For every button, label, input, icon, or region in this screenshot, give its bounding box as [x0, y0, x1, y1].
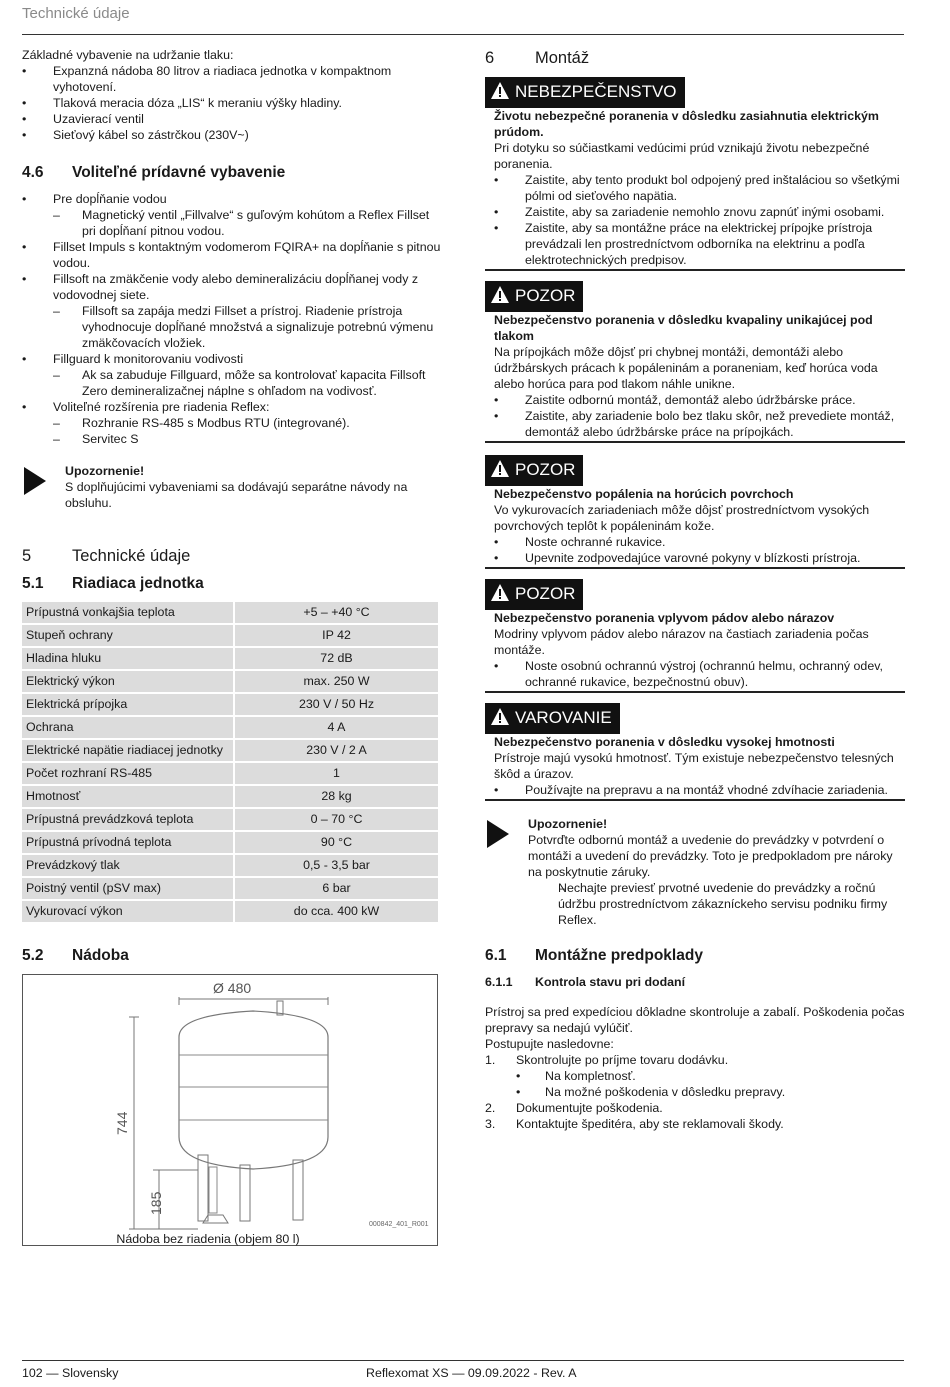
paragraph: Postupujte nasledovne:	[485, 1037, 614, 1051]
section-title: Technické údaje	[72, 547, 191, 565]
list-item: • Zaistite, aby sa montážne práce na elektrickej prípojke prístroja prevádzali len prostredníctvom odborníka na elektrinu a podľa elektrotechnických predpisov.	[494, 220, 905, 268]
section-heading-6-1	[485, 946, 905, 966]
height-label: 744	[114, 1111, 130, 1135]
warning-body	[485, 486, 905, 569]
warning-icon	[491, 460, 509, 483]
sub-list-item: • Na kompletnosť.	[485, 1068, 905, 1084]
list-item	[22, 191, 442, 239]
warning-body	[485, 734, 905, 801]
table-row	[22, 855, 438, 876]
list-item-text: Fillsoft na zmäkčenie vody alebo demineralizáciu dopĺňanej vody z vodovodnej siete.	[53, 272, 419, 302]
warning-caution-burn	[485, 455, 905, 569]
steps-list	[485, 1052, 905, 1132]
list-item	[22, 271, 442, 351]
spec-value: 28 kg	[235, 786, 438, 807]
warning-text: Prístroje majú vysokú hmotnosť. Tým existuje nebezpečenstvo telesných škôd a úrazov.	[494, 751, 894, 781]
warning-list	[494, 172, 905, 268]
warning-body	[485, 108, 905, 271]
spec-value: IP 42	[235, 625, 438, 646]
warning-list	[494, 534, 905, 566]
warning-title: Nebezpečenstvo poranenia v dôsledku vysokej hmotnosti	[494, 735, 835, 749]
spec-label: Prípustná prívodná teplota	[22, 832, 233, 853]
intro-text: Základné vybavenie na udržanie tlaku:	[22, 48, 234, 62]
note-text: S doplňujúcimi vybaveniami sa dodávajú separátne návody na obsluhu.	[65, 480, 408, 510]
table-row	[22, 809, 438, 830]
warning-caution-pressure	[485, 281, 905, 443]
warning-danger	[485, 77, 905, 271]
list-item: • Expanzná nádoba 80 litrov a riadiaca jednotka v kompaktnom vyhotovení.	[22, 63, 442, 95]
spec-label: Elektrická prípojka	[22, 694, 233, 715]
warning-label	[485, 703, 620, 734]
left-column	[22, 47, 442, 1246]
list-item: • Používajte na prepravu a na montáž vhodné zdvíhacie zariadenia.	[494, 782, 905, 798]
warning-label	[485, 455, 583, 486]
note-arrow-icon	[487, 820, 509, 848]
spec-value: +5 – +40 °C	[235, 602, 438, 623]
note-sub-list	[528, 880, 905, 928]
section-heading-5-1	[22, 574, 442, 594]
sub-list-item: – Servitec S	[22, 431, 442, 447]
note-box	[22, 463, 442, 511]
note-title: Upozornenie!	[65, 464, 145, 478]
spec-value: 90 °C	[235, 832, 438, 853]
warning-text: Vo vykurovacích zariadeniach môže dôjsť prostredníctvom vysokých povrchových teplôt k popáleninám kože.	[494, 503, 870, 533]
section-number: 6	[485, 49, 495, 67]
list-item-text: Voliteľné rozšírenia pre riadenia Reflex:	[53, 400, 270, 414]
spec-label: Stupeň ochrany	[22, 625, 233, 646]
warning-weight	[485, 703, 905, 801]
leg-height-label: 185	[148, 1191, 164, 1215]
warning-body	[485, 610, 905, 693]
warning-icon	[491, 82, 509, 105]
sub-list-item: – Fillsoft sa zapája medzi Fillset a prístroj. Riadenie prístroja vyhodnocuje dopĺňané množstvá a signalizuje potrebnú výmenu zmäkčovacích vložiek.	[22, 303, 442, 351]
warning-label	[485, 579, 583, 610]
figure-caption: Nádoba bez riadenia (objem 80 l)	[116, 1232, 300, 1246]
spec-label: Hladina hluku	[22, 648, 233, 669]
header-rule	[22, 34, 904, 35]
warning-icon	[491, 584, 509, 607]
spec-label: Prípustná prevádzková teplota	[22, 809, 233, 830]
step-number: 1.	[485, 1053, 496, 1067]
warning-label-text: POZOR	[515, 460, 576, 479]
right-column	[485, 47, 905, 1132]
table-row	[22, 717, 438, 738]
spec-label: Vykurovací výkon	[22, 901, 233, 922]
section-heading-5	[22, 545, 442, 567]
warning-label	[485, 281, 583, 312]
sub-list-item: – Magnetický ventil „Fillvalve“ s guľovým kohútom a Reflex Fillset pri dopĺňaní pitnou vodou.	[22, 207, 442, 239]
list-item: • Noste ochranné rukavice.	[494, 534, 905, 550]
spec-value: do cca. 400 kW	[235, 901, 438, 922]
section-title: Riadiaca jednotka	[72, 575, 204, 592]
warning-caution-falls	[485, 579, 905, 693]
warning-list	[494, 658, 905, 690]
warning-title: Životu nebezpečné poranenia v dôsledku zasiahnutia elektrickým prúdom.	[494, 109, 879, 139]
running-header: Technické údaje	[22, 5, 130, 22]
warning-icon	[491, 708, 509, 731]
section-title: Montážne predpoklady	[535, 947, 703, 964]
section-number: 6.1.1	[485, 975, 513, 989]
step-text: Skontrolujte po príjme tovaru dodávku.	[516, 1053, 729, 1067]
warning-label-text: NEBEZPEČENSTVO	[515, 82, 677, 101]
section-heading-6	[485, 47, 905, 69]
spec-label: Poistný ventil (pSV max)	[22, 878, 233, 899]
list-item	[485, 1100, 905, 1116]
spec-label: Prípustná vonkajšia teplota	[22, 602, 233, 623]
sub-list-item-text: Nechajte previesť prvotné uvedenie do prevádzky a ročnú údržbu prostredníctvom zákazníckeho servisu podniku firmy Reflex.	[558, 881, 888, 927]
warning-list	[494, 392, 905, 440]
document-info: Reflexomat XS — 09.09.2022 - Rev. A	[366, 1366, 577, 1380]
vessel-drawing	[23, 975, 437, 1245]
list-item: • Upevnite zodpovedajúce varovné pokyny v blízkosti prístroja.	[494, 550, 905, 566]
spec-value: 6 bar	[235, 878, 438, 899]
spec-table-body	[22, 602, 438, 922]
warning-label-text: POZOR	[515, 286, 576, 305]
sub-list-item: – Rozhranie RS-485 s Modbus RTU (integrované).	[22, 415, 442, 431]
list-item: • Uzavierací ventil	[22, 111, 442, 127]
spec-label: Ochrana	[22, 717, 233, 738]
warning-text: Modriny vplyvom pádov alebo nárazov na častiach zariadenia počas montáže.	[494, 627, 869, 657]
section-number: 5	[22, 547, 32, 565]
warning-body	[485, 312, 905, 443]
table-row	[22, 763, 438, 784]
warning-label-text: VAROVANIE	[515, 708, 612, 727]
table-row	[22, 740, 438, 761]
warning-text: Na prípojkách môže dôjsť pri chybnej montáži, demontáži alebo údržbárskych prácach k popáleninám a poraneniam, keď horúca voda alebo horúca para pod tlakom náhle unikne.	[494, 345, 878, 391]
note-title: Upozornenie!	[528, 817, 608, 831]
list-item-text: Fillguard k monitorovaniu vodivosti	[53, 352, 244, 366]
list-item	[485, 1052, 905, 1100]
list-item: • Tlaková meracia dóza „LIS“ k meraniu výšky hladiny.	[22, 95, 442, 111]
spec-value: 1	[235, 763, 438, 784]
table-row	[22, 901, 438, 922]
table-row	[22, 694, 438, 715]
spec-value: 0 – 70 °C	[235, 809, 438, 830]
warning-icon	[491, 286, 509, 309]
section-title: Nádoba	[72, 947, 129, 964]
spec-value: 72 dB	[235, 648, 438, 669]
step-number: 2.	[485, 1101, 496, 1115]
table-row	[22, 878, 438, 899]
sub-list-item: – Ak sa zabuduje Fillguard, môže sa kontrolovať kapacita Fillsoft Zero demineralizačnej náplne s ohľadom na vodivosť.	[22, 367, 442, 399]
spec-value: 4 A	[235, 717, 438, 738]
list-item-text: Pre dopĺňanie vodou	[53, 192, 167, 206]
list-item	[22, 399, 442, 447]
vessel-figure	[22, 974, 438, 1246]
list-item: • Sieťový kábel so zástrčkou (230V~)	[22, 127, 442, 143]
warning-list	[494, 782, 905, 798]
warning-label-text: POZOR	[515, 584, 576, 603]
spec-table	[20, 600, 440, 924]
table-row	[22, 786, 438, 807]
spec-value: 230 V / 50 Hz	[235, 694, 438, 715]
section-heading-6-1-1	[485, 974, 905, 990]
spec-value: 230 V / 2 A	[235, 740, 438, 761]
warning-title: Nebezpečenstvo poranenia vplyvom pádov alebo nárazov	[494, 611, 835, 625]
table-row	[22, 648, 438, 669]
footer-rule	[22, 1360, 904, 1361]
optional-equipment-list	[22, 191, 442, 447]
step-text: Dokumentujte poškodenia.	[516, 1101, 663, 1115]
section-title: Montáž	[535, 49, 590, 67]
list-item	[485, 1116, 905, 1132]
paragraph: Prístroj sa pred expedíciou dôkladne skontroluje a zabalí. Poškodenia počas prepravy sa nedajú vylúčiť.	[485, 1005, 905, 1035]
note-arrow-icon	[24, 467, 46, 495]
table-row	[22, 602, 438, 623]
list-item: • Zaistite, aby zariadenie bolo bez tlaku skôr, než prevediete montáž, demontáž alebo údržbárske práce na prípojkách.	[494, 408, 905, 440]
list-item	[22, 351, 442, 399]
spec-label: Elektrické napätie riadiacej jednotky	[22, 740, 233, 761]
warning-label	[485, 77, 685, 108]
spec-label: Hmotnosť	[22, 786, 233, 807]
step-number: 3.	[485, 1117, 496, 1131]
page-number: 102 — Slovensky	[22, 1366, 119, 1380]
spec-label: Počet rozhraní RS-485	[22, 763, 233, 784]
note-box	[485, 816, 905, 928]
section-number: 5.1	[22, 575, 44, 592]
list-item: • Zaistite odbornú montáž, demontáž alebo údržbárske práce.	[494, 392, 905, 408]
spec-value: 0,5 - 3,5 bar	[235, 855, 438, 876]
list-item: • Noste osobnú ochrannú výstroj (ochrannú helmu, ochranný odev, ochranné rukavice, bezpečnostnú obuv).	[494, 658, 905, 690]
section-heading-5-2	[22, 946, 442, 966]
section-heading-4-6	[22, 163, 442, 183]
note-text: Potvrďte odbornú montáž a uvedenie do prevádzky v potvrdení o montáži a uvedení do prevádzky. Toto je predpokladom pre nároky na poskytnutie záruky.	[528, 833, 893, 879]
warning-title: Nebezpečenstvo popálenia na horúcich povrchoch	[494, 487, 794, 501]
list-item: • Fillset Impuls s kontaktným vodomerom FQIRA+ na dopĺňanie s pitnou vodou.	[22, 239, 442, 271]
spec-value: max. 250 W	[235, 671, 438, 692]
sub-list-item: • Na možné poškodenia v dôsledku prepravy.	[485, 1084, 905, 1100]
list-item: • Zaistite, aby sa zariadenie nemohlo znovu zapnúť inými osobami.	[494, 204, 905, 220]
section-title: Kontrola stavu pri dodaní	[535, 975, 686, 989]
warning-title: Nebezpečenstvo poranenia v dôsledku kvapaliny unikajúcej pod tlakom	[494, 313, 873, 343]
section-title: Voliteľné prídavné vybavenie	[72, 164, 286, 181]
sub-list-item	[528, 880, 905, 928]
table-row	[22, 625, 438, 646]
list-item: • Zaistite, aby tento produkt bol odpojený pred inštaláciou so všetkými pólmi od sieťového napätia.	[494, 172, 905, 204]
section-number: 5.2	[22, 947, 44, 964]
spec-label: Prevádzkový tlak	[22, 855, 233, 876]
section-number: 6.1	[485, 947, 507, 964]
intro-list	[22, 63, 442, 143]
table-row	[22, 671, 438, 692]
diameter-label: Ø 480	[213, 980, 252, 996]
spec-label: Elektrický výkon	[22, 671, 233, 692]
warning-text: Pri dotyku so súčiastkami vedúcimi prúd vznikajú životu nebezpečné poranenia.	[494, 141, 870, 171]
figure-code: 000842_401_R001	[369, 1221, 429, 1228]
step-text: Kontaktujte špeditéra, aby ste reklamovali škody.	[516, 1117, 784, 1131]
section-number: 4.6	[22, 164, 44, 181]
table-row	[22, 832, 438, 853]
